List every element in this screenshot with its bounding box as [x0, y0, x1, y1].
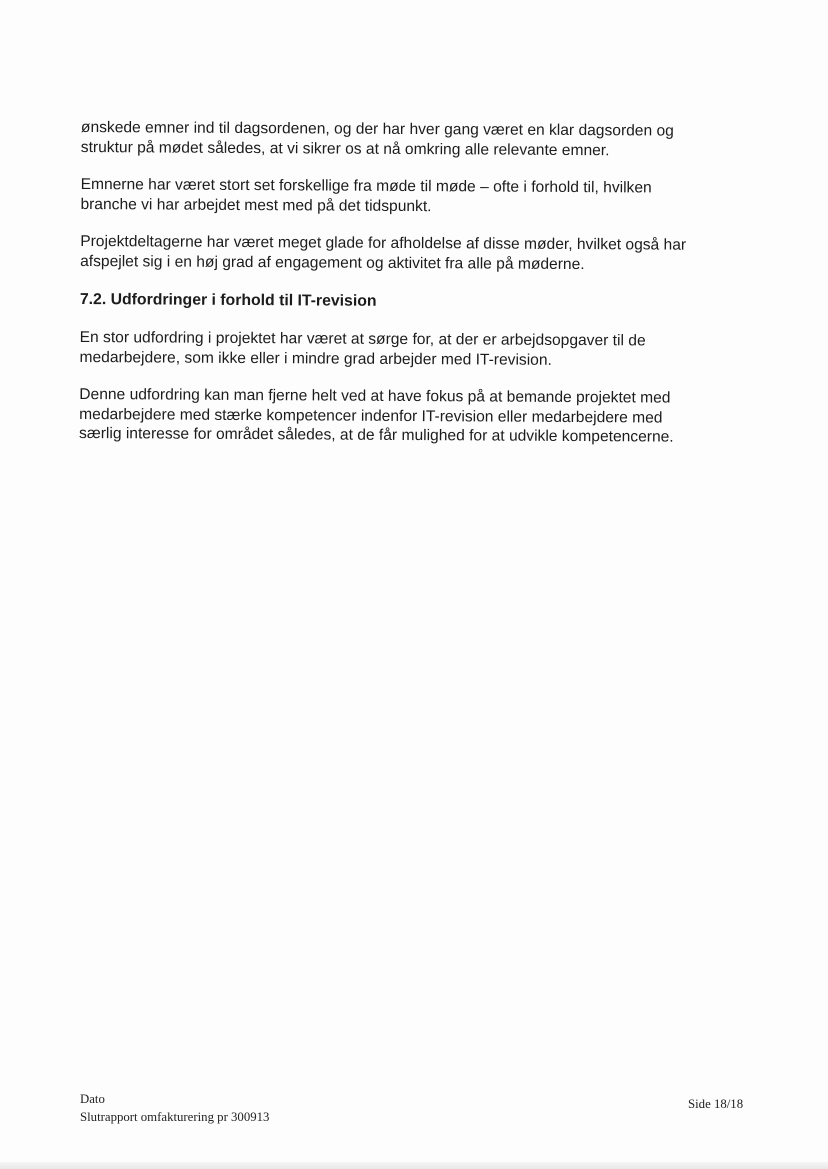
section-heading: 7.2. Udfordringer i forhold til IT-revision [79, 290, 377, 310]
text-line: medarbejdere med stærke kompetencer indenfor IT-revision eller medarbejdere med [79, 405, 663, 427]
text-line: branche vi har arbejdet mest med på det tidspunkt. [80, 195, 432, 215]
text-line: Emnerne har været stort set forskellige fra møde til møde – ofte i forhold til, hvilken [80, 175, 652, 197]
text-line: afspejlet sig i en høj grad af engagement og aktivitet fra alle på møderne. [80, 252, 585, 273]
text-line: særlig interesse for området således, at de får mulighed for at udvikle kompetencerne. [79, 424, 674, 446]
scan-bottom-edge [0, 1162, 828, 1169]
paragraph-solution [79, 385, 759, 448]
paragraph-meeting-agenda [81, 118, 761, 161]
footer-left [80, 1090, 269, 1126]
paragraph-challenge [79, 328, 759, 371]
text-line: Projektdeltagerne har været meget glade for afholdelse af disse møder, hvilket også har [80, 232, 687, 254]
document-body [79, 118, 761, 466]
footer-page-number: Side 18/18 [688, 1097, 744, 1111]
paragraph-participant-feedback [80, 232, 760, 275]
footer-report-title: Slutrapport omfakturering pr 300913 [80, 1110, 270, 1124]
footer-date-label: Dato [80, 1092, 105, 1106]
paragraph-meeting-topics [80, 175, 760, 218]
text-line: En stor udfordring i projektet har været at sørge for, at der er arbejdsopgaver til de [79, 328, 646, 350]
text-line: Denne udfordring kan man fjerne helt ved at have fokus på at bemande projektet med [79, 385, 671, 407]
text-line: ønskede emner ind til dagsordenen, og der har hver gang været en klar dagsorden og [80, 118, 674, 140]
text-line: medarbejdere, som ikke eller i mindre grad arbejder med IT-revision. [79, 348, 552, 369]
text-line: struktur på mødet således, at vi sikrer os at nå omkring alle relevante emner. [80, 138, 610, 159]
